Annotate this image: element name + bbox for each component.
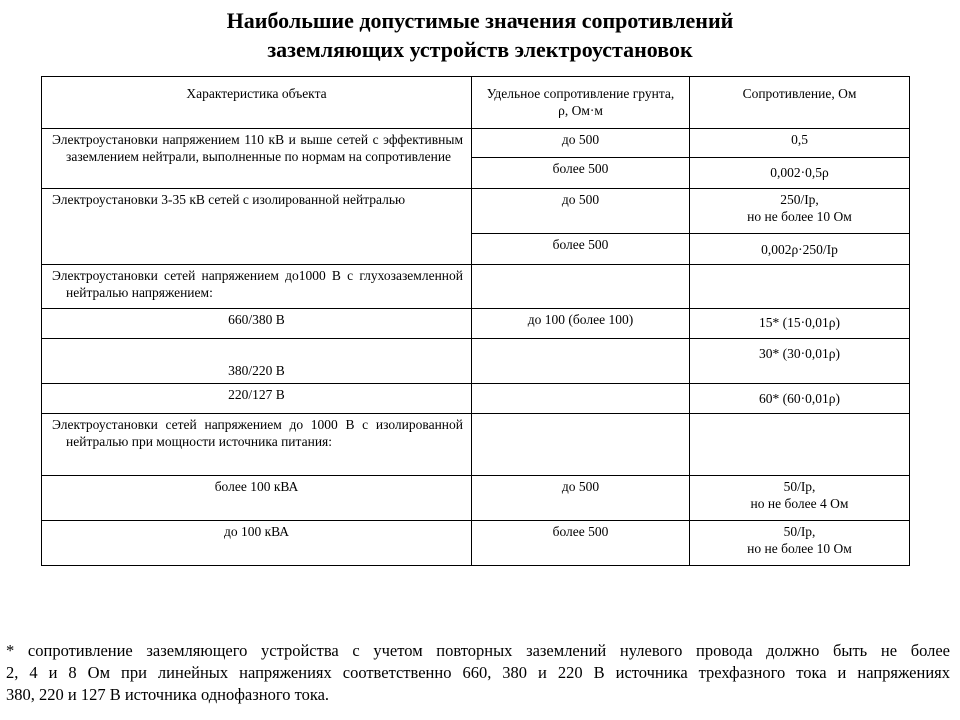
- soil-cell: более 500: [472, 521, 690, 566]
- soil-cell: до 500: [472, 189, 690, 234]
- soil-cell: более 500: [472, 158, 690, 189]
- table-row: [42, 476, 910, 521]
- object-cell: Электроустановки сетей напряжением до1000 В с глухозаземленной нейтралью напряжением:: [42, 265, 472, 309]
- resistance-limit: но не более 4 Ом: [750, 496, 849, 511]
- table-row: [42, 414, 910, 476]
- table-row: [42, 189, 910, 234]
- page-title: [0, 6, 960, 64]
- resistance-cell: 15* (15·0,01ρ): [690, 309, 910, 339]
- header-soil-resistivity: Удельное сопротивление грунта, ρ, Ом·м: [472, 77, 690, 129]
- resistance-cell: [690, 521, 910, 566]
- table-row: [42, 265, 910, 309]
- resistance-formula: 50/Iр,: [783, 524, 816, 539]
- object-cell: Электроустановки сетей напряжением до 1000 В с изолированной нейтралью при мощности источника питания:: [42, 414, 472, 476]
- table-row: [42, 129, 910, 158]
- resistance-cell: 0,002·0,5ρ: [690, 158, 910, 189]
- resistance-cell: 0,5: [690, 129, 910, 158]
- power-cell: до 100 кВА: [42, 521, 472, 566]
- voltage-cell: 660/380 В: [42, 309, 472, 339]
- title-line-1: Наибольшие допустимые значения сопротивлений: [226, 8, 734, 33]
- soil-cell: [472, 384, 690, 414]
- resistance-cell: 0,002ρ·250/Iр: [690, 234, 910, 265]
- table-header-row: [42, 77, 910, 129]
- resistance-table: [41, 76, 910, 566]
- voltage-cell: 220/127 В: [42, 384, 472, 414]
- resistance-formula: 250/Iр,: [780, 192, 819, 207]
- soil-cell: более 500: [472, 234, 690, 265]
- resistance-cell: [690, 189, 910, 234]
- voltage-cell: 380/220 В: [42, 339, 472, 384]
- soil-cell: [472, 339, 690, 384]
- footnote: [6, 640, 950, 706]
- resistance-cell: 30* (30·0,01ρ): [690, 339, 910, 384]
- table-row: [42, 521, 910, 566]
- header-resistance: Сопротивление, Ом: [690, 77, 910, 129]
- resistance-cell: 60* (60·0,01ρ): [690, 384, 910, 414]
- soil-cell: до 500: [472, 476, 690, 521]
- table-row: [42, 339, 910, 384]
- table-row: [42, 384, 910, 414]
- table-row: [42, 309, 910, 339]
- object-cell: Электроустановки напряжением 110 кВ и выше сетей с эффективным заземлением нейтрали, выполненные по нормам на сопротивление: [42, 129, 472, 189]
- resistance-cell: [690, 476, 910, 521]
- resistance-limit: но не более 10 Ом: [747, 209, 852, 224]
- soil-cell: [472, 265, 690, 309]
- soil-cell: [472, 414, 690, 476]
- header-object: Характеристика объекта: [42, 77, 472, 129]
- footnote-line-3: 380, 220 и 127 В источника однофазного тока.: [6, 685, 330, 704]
- resistance-limit: но не более 10 Ом: [747, 541, 852, 556]
- power-cell: более 100 кВА: [42, 476, 472, 521]
- resistance-cell: [690, 414, 910, 476]
- footnote-line-1: * сопротивление заземляющего устройства с учетом повторных заземлений нулевого провода должно быть не более: [6, 641, 950, 660]
- title-line-2: заземляющих устройств электроустановок: [267, 37, 693, 62]
- resistance-formula: 50/Iр,: [783, 479, 816, 494]
- object-cell: Электроустановки 3-35 кВ сетей с изолированной нейтралью: [42, 189, 472, 265]
- resistance-cell: [690, 265, 910, 309]
- footnote-line-2: 2, 4 и 8 Ом при линейных напряжениях соответственно 660, 380 и 220 В источника трехфазного тока и напряжениях: [6, 663, 950, 682]
- soil-cell: до 500: [472, 129, 690, 158]
- soil-cell: до 100 (более 100): [472, 309, 690, 339]
